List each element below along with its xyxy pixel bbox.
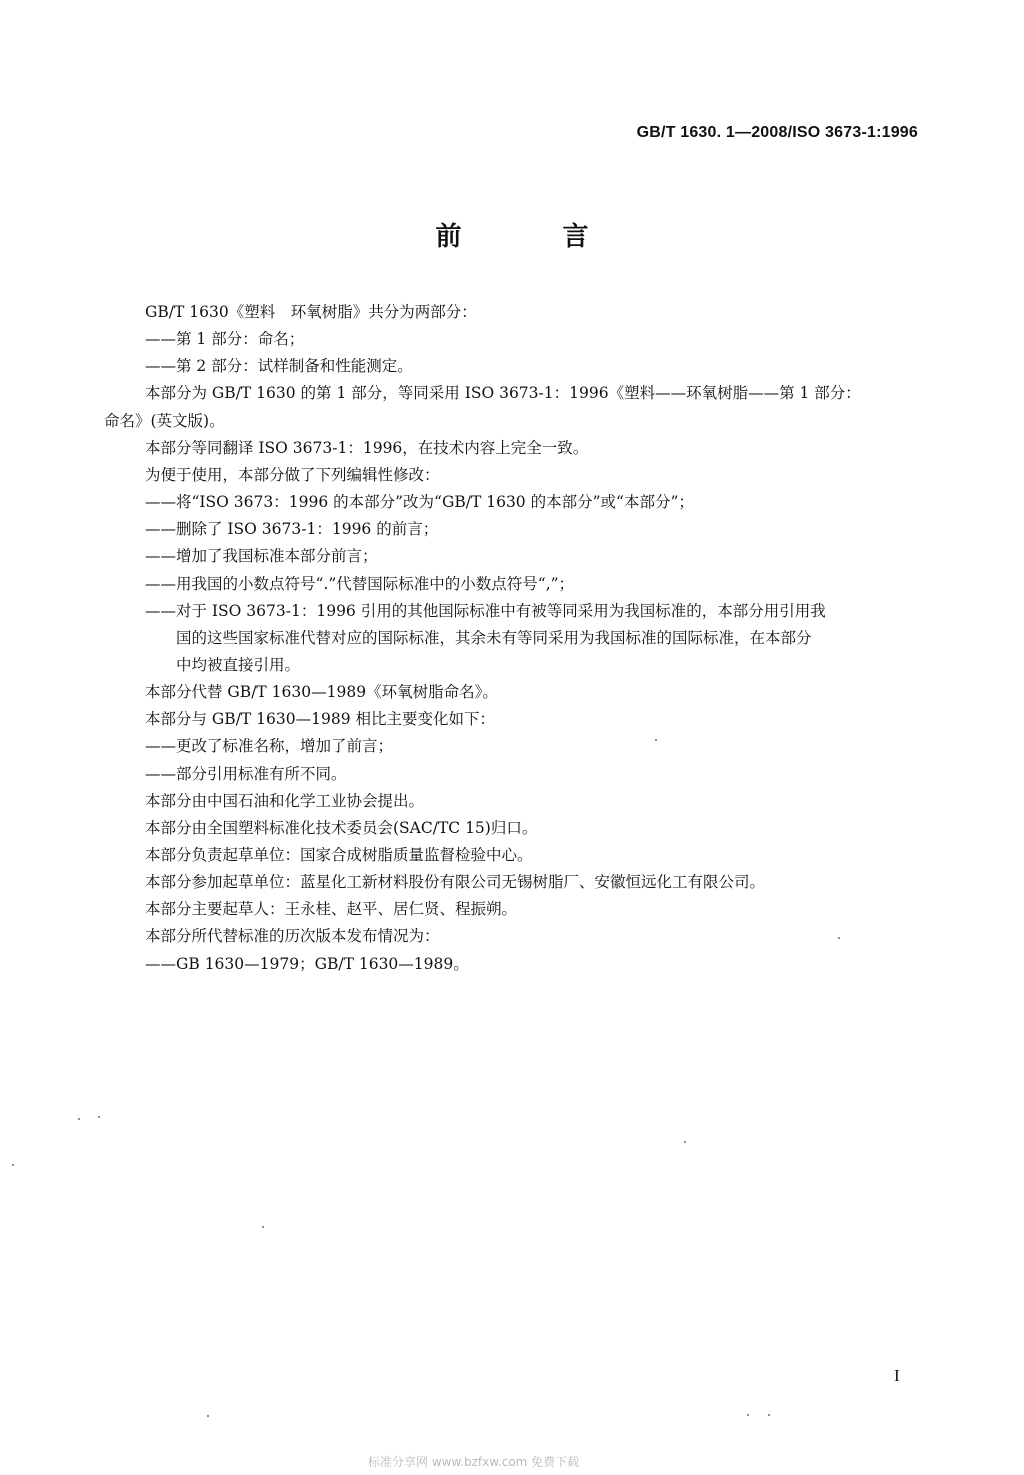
body-line: 本部分参加起草单位：蓝星化工新材料股份有限公司无锡树脂厂、安徽恒远化工有限公司。: [145, 873, 766, 891]
body-line: ——删除了 ISO 3673-1：1996 的前言；: [145, 520, 439, 538]
body-line: 国的这些国家标准代替对应的国际标准，其余未有等同采用为我国标准的国际标准，在本部分: [176, 629, 812, 647]
scan-speck: [684, 1141, 686, 1143]
body-line: 命名》(英文版)。: [104, 412, 225, 430]
body-line: 本部分等同翻译 ISO 3673-1：1996，在技术内容上完全一致。: [145, 439, 589, 457]
body-line: ——GB 1630—1979；GB/T 1630—1989。: [145, 955, 469, 973]
body-line: 本部分代替 GB/T 1630—1989《环氧树脂命名》。: [145, 683, 498, 701]
body-line: ——增加了我国标准本部分前言；: [145, 547, 378, 565]
body-line: 为便于使用，本部分做了下列编辑性修改：: [145, 466, 440, 484]
body-line: 本部分所代替标准的历次版本发布情况为：: [145, 927, 440, 945]
scan-speck: [838, 937, 840, 939]
body-line: 本部分由中国石油和化学工业协会提出。: [145, 792, 425, 810]
scan-speck: [262, 1226, 264, 1228]
scan-speck: [207, 1415, 209, 1417]
body-line: ——第 2 部分：试样制备和性能测定。: [145, 357, 413, 375]
body-line: ——第 1 部分：命名；: [145, 330, 305, 348]
body-line: 本部分由全国塑料标准化技术委员会(SAC/TC 15)归口。: [145, 819, 538, 837]
body-line: 本部分与 GB/T 1630—1989 相比主要变化如下：: [145, 710, 496, 728]
body-line: 本部分负责起草单位：国家合成树脂质量监督检验中心。: [145, 846, 533, 864]
body-line: 本部分主要起草人：王永桂、赵平、居仁贤、程振朔。: [145, 900, 518, 918]
scan-speck: [747, 1414, 749, 1416]
body-line: 中均被直接引用。: [176, 656, 301, 674]
body-line: ——用我国的小数点符号“.”代替国际标准中的小数点符号“,”；: [145, 575, 575, 593]
scan-speck: [655, 739, 657, 741]
body-line: GB/T 1630《塑料 环氧树脂》共分为两部分：: [145, 303, 477, 321]
body-line: ——部分引用标准有所不同。: [145, 765, 347, 783]
standard-number-header: GB/T 1630. 1—2008/ISO 3673-1:1996: [636, 124, 918, 141]
page-number: I: [894, 1366, 900, 1385]
body-line: ——将“ISO 3673：1996 的本部分”改为“GB/T 1630 的本部分”或“本部分”；: [145, 493, 694, 511]
body-line: ——对于 ISO 3673-1：1996 引用的其他国际标准中有被等同采用为我国标准的，本部分用引用我: [145, 602, 826, 620]
body-line: 本部分为 GB/T 1630 的第 1 部分，等同采用 ISO 3673-1：1996《塑料——环氧树脂——第 1 部分：: [145, 384, 861, 402]
scan-speck: [98, 1116, 100, 1118]
scan-speck: [12, 1164, 14, 1166]
scan-speck: [78, 1118, 80, 1120]
footer-watermark: 标准分享网 www.bzfxw.com 免费下载: [368, 1455, 580, 1469]
page-title: 前 言: [435, 222, 635, 252]
scan-speck: [768, 1414, 770, 1416]
body-line: ——更改了标准名称，增加了前言；: [145, 737, 394, 755]
